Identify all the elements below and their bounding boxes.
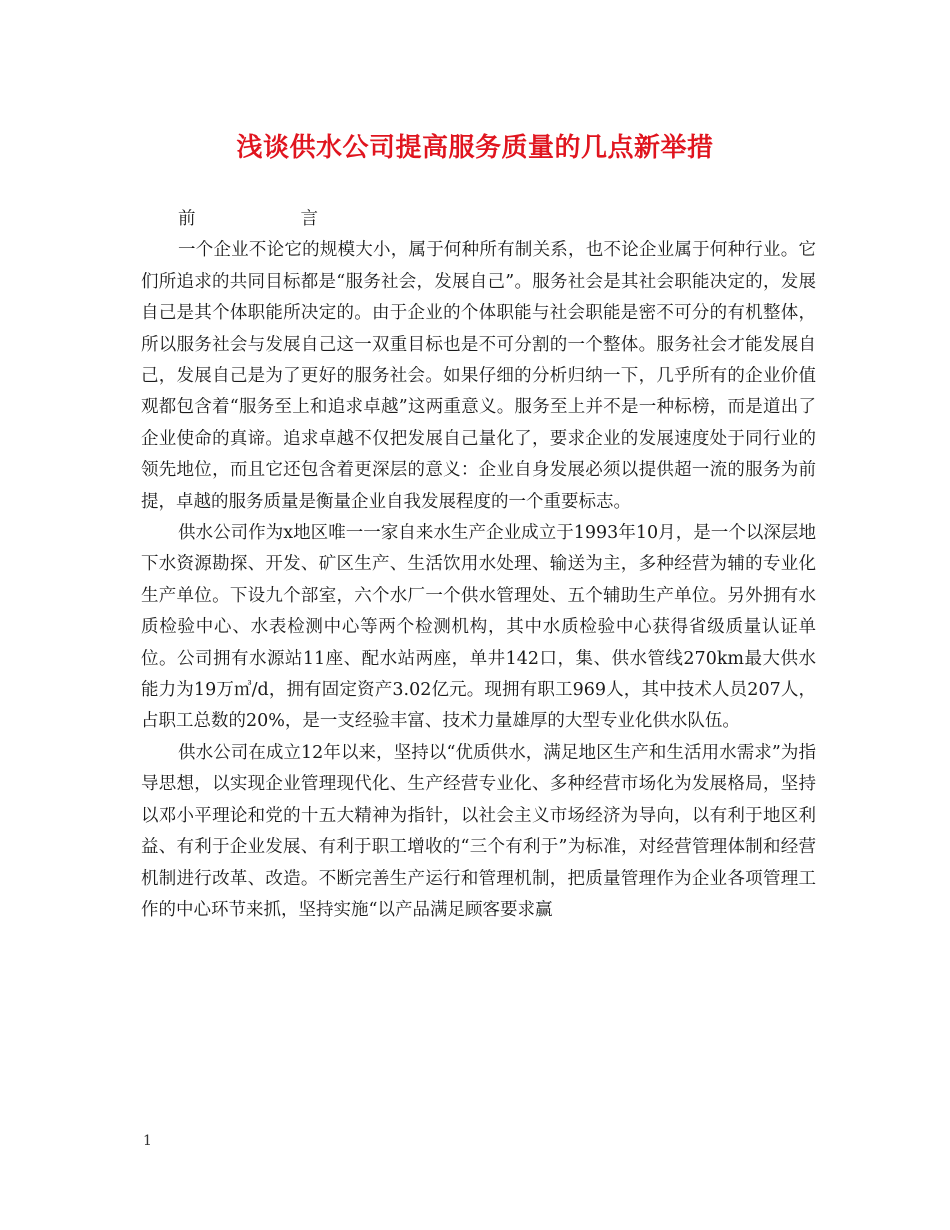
paragraph-company-profile: 供水公司作为x地区唯一一家自来水生产企业成立于1993年10月，是一个以深层地下水资源勘探、开发、矿区生产、生活饮用水处理、输送为主，多种经营为辅的专业化生产单位。下设九个部室，六个水厂一个供水管理处、五个辅助生产单位。另外拥有水质检验中心、水表检测中心等两个检测机构，其中水质检验中心获得省级质量认证单位。公司拥有水源站11座、配水站两座，单井142口，集、供水管线270km最大供水能力为19万㎥/d，拥有固定资产3.02亿元。现拥有职工969人，其中技术人员207人，占职工总数的20%，是一支经验丰富、技术力量雄厚的大型专业化供水队伍。	[141, 523, 816, 732]
paragraph-guiding-principles: 供水公司在成立12年以来，坚持以“优质供水，满足地区生产和生活用水需求”为指导思想，以实现企业管理现代化、生产经营专业化、多种经营市场化为发展格局，坚持以邓小平理论和党的十五大精神为指针，以社会主义市场经济为导向，以有利于地区利益、有利于企业发展、有利于职工增收的“三个有利于”为标准，对经营管理体制和经营机制进行改革、改造。不断完善生产运行和管理机制，把质量管理作为企业各项管理工作的中心环节来抓，坚持实施“以产品满足顾客要求赢	[141, 742, 816, 920]
document-title: 浅谈供水公司提高服务质量的几点新举措	[236, 133, 714, 163]
preface-heading	[141, 204, 816, 235]
document-body	[141, 204, 816, 926]
paragraph-intro: 一个企业不论它的规模大小，属于何种所有制关系，也不论企业属于何种行业。它们所追求的共同目标都是“服务社会，发展自己”。服务社会是其社会职能决定的，发展自己是其个体职能所决定的。由于企业的个体职能与社会职能是密不可分的有机整体，所以服务社会与发展自己这一双重目标也是不可分割的一个整体。服务社会才能发展自己，发展自己是为了更好的服务社会。如果仔细的分析归纳一下，几乎所有的企业价值观都包含着“服务至上和追求卓越”这两重意义。服务至上并不是一种标榜，而是道出了企业使命的真谛。追求卓越不仅把发展自己量化了，要求企业的发展速度处于同行业的领先地位，而且它还包含着更深层的意义：企业自身发展必须以提供超一流的服务为前提，卓越的服务质量是衡量企业自我发展程度的一个重要标志。	[141, 240, 816, 512]
page-number: 1	[143, 1133, 152, 1149]
preface-heading-text: 前 言	[178, 209, 318, 229]
